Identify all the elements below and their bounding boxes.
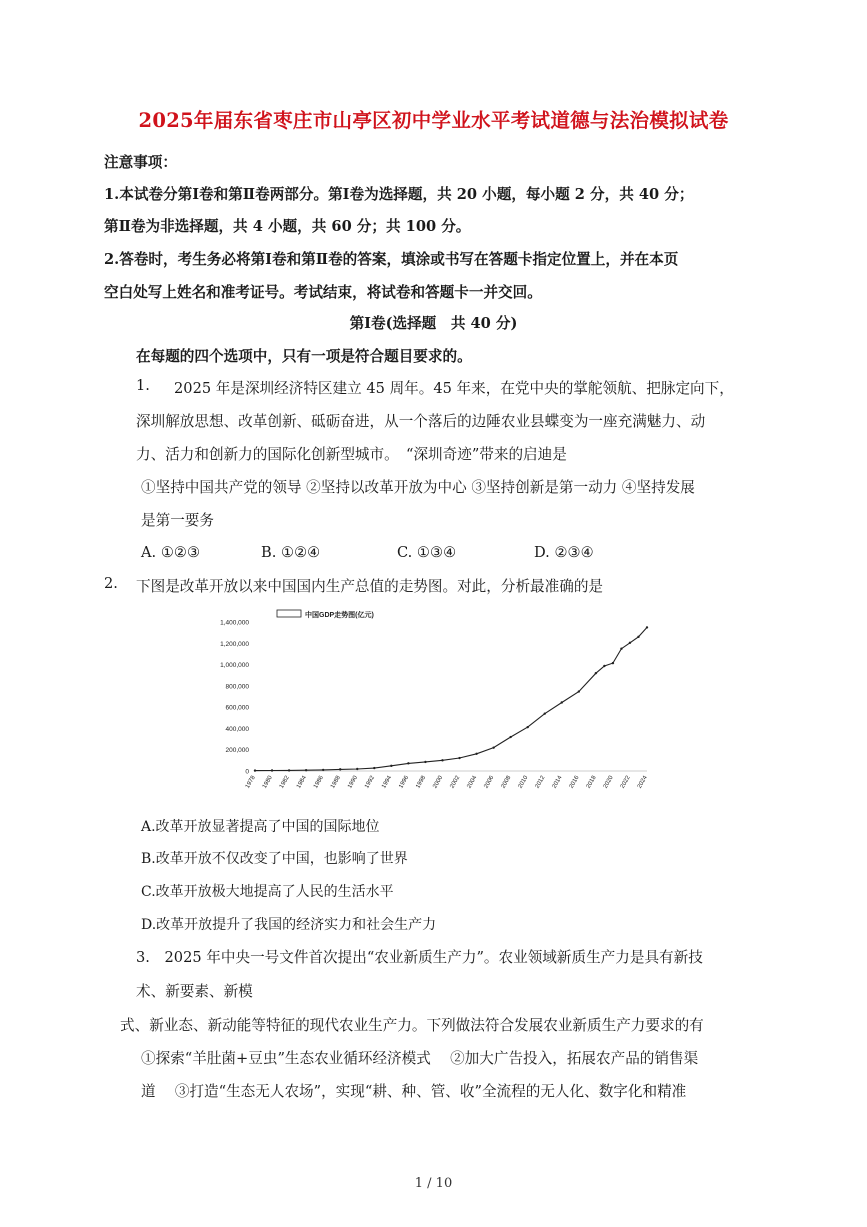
gdp-data-point: [612, 662, 614, 664]
gdp-data-point: [322, 769, 324, 771]
x-tick-label: 1986: [313, 775, 325, 790]
gdp-data-point: [373, 767, 375, 769]
q1-line-1: 2025 年是深圳经济特区建立 45 周年。45 年来，在党中央的掌舵领航、把脉定向下，: [174, 380, 734, 397]
gdp-data-point: [254, 769, 256, 771]
x-tick-label: 1984: [295, 775, 308, 790]
y-tick-label: 200,000: [225, 747, 249, 755]
y-tick-label: 1,400,000: [220, 619, 249, 627]
x-tick-label: 1980: [261, 775, 274, 790]
notice-line-3: 2.答卷时，考生务必将第Ⅰ卷和第Ⅱ卷的答案，填涂或书写在答题卡指定位置上，并在本页: [104, 251, 679, 268]
x-tick-label: 1982: [278, 775, 291, 790]
q2-option-c: C.改革开放极大地提高了人民的生活水平: [141, 884, 394, 900]
y-tick-label: 800,000: [225, 683, 249, 691]
q1-option-d: D. ②③④: [534, 544, 594, 561]
gdp-data-point: [526, 726, 528, 728]
x-tick-label: 1978: [244, 775, 257, 790]
x-tick-label: 2004: [466, 775, 479, 790]
y-tick-label: 600,000: [225, 704, 249, 712]
q2-stem: 下图是改革开放以来中国国内生产总值的走势图。对此，分析最准确的是: [136, 578, 604, 595]
y-tick-label: 400,000: [225, 725, 249, 733]
y-tick-label: 1,000,000: [220, 662, 249, 670]
x-tick-label: 1988: [330, 775, 342, 790]
gdp-data-point: [544, 712, 546, 714]
q3-line-2: 术、新要素、新模: [136, 983, 253, 1000]
x-tick-label: 2008: [500, 775, 513, 790]
gdp-data-point: [509, 736, 511, 738]
gdp-series-line: [255, 627, 647, 770]
q2-option-a: A.改革开放显著提高了中国的国际地位: [141, 819, 380, 835]
x-tick-label: 2012: [534, 775, 547, 790]
x-tick-label: 1992: [364, 775, 377, 790]
section-instruction: 在每题的四个选项中，只有一项是符合题目要求的。: [136, 348, 472, 365]
gdp-data-point: [356, 768, 358, 770]
gdp-line-chart: [207, 602, 667, 802]
gdp-data-point: [646, 626, 648, 628]
gdp-data-point: [629, 642, 631, 644]
x-tick-label: 2024: [636, 775, 649, 790]
gdp-data-point: [407, 762, 409, 764]
x-tick-label: 2020: [602, 775, 615, 790]
x-tick-label: 1994: [381, 775, 394, 790]
q3-line-4: ①探索“羊肚菌+豆虫”生态农业循环经济模式 ②加大广告投入，拓展农产品的销售渠: [141, 1050, 699, 1067]
gdp-data-point: [271, 769, 273, 771]
q3-line-1: 3. 2025 年中央一号文件首次提出“农业新质生产力”。农业领域新质生产力是具有新技: [136, 949, 703, 966]
legend-swatch: [277, 610, 301, 617]
x-tick-label: 2010: [517, 775, 530, 790]
q3-line-3: 式、新业态、新动能等特征的现代农业生产力。下列做法符合发展农业新质生产力要求的有: [120, 1017, 704, 1034]
notice-line-4: 空白处写上姓名和准考证号。考试结束，将试卷和答题卡一并交回。: [104, 284, 542, 301]
q1-line-3: 力、活力和创新力的国际化创新型城市。 “深圳奇迹”带来的启迪是: [136, 446, 567, 463]
x-tick-label: 2002: [449, 775, 462, 790]
legend-label: 中国GDP走势图(亿元): [305, 612, 374, 619]
q1-option-c: C. ①③④: [397, 544, 457, 561]
x-tick-label: 2022: [619, 775, 632, 790]
y-tick-label: 1,200,000: [220, 640, 249, 648]
gdp-data-point: [578, 690, 580, 692]
q3-line-5: 道 ③打造“生态无人农场”，实现“耕、种、管、收”全流程的无人化、数字化和精准: [141, 1083, 687, 1100]
page-title: 2025年届东省枣庄市山亭区初中学业水平考试道德与法治模拟试卷: [138, 109, 729, 132]
q1-line-5: 是第一要务: [141, 512, 214, 529]
q2-number: 2.: [104, 575, 118, 592]
gdp-data-point: [595, 672, 597, 674]
q2-option-b: B.改革开放不仅改变了中国，也影响了世界: [141, 851, 408, 867]
q1-option-a: A. ①②③: [141, 544, 201, 561]
page-number: 1 / 10: [414, 1176, 453, 1191]
notice-line-2: 第Ⅱ卷为非选择题，共 4 小题，共 60 分；共 100 分。: [104, 218, 471, 235]
x-tick-label: 1990: [347, 775, 359, 790]
gdp-data-point: [458, 757, 460, 759]
gdp-data-point: [603, 665, 605, 667]
q2-option-d: D.改革开放提升了我国的经济实力和社会生产力: [141, 917, 437, 933]
gdp-data-point: [492, 746, 494, 748]
x-tick-label: 1996: [398, 775, 411, 790]
notice-line-1: 1.本试卷分第Ⅰ卷和第Ⅱ卷两部分。第Ⅰ卷为选择题，共 20 小题，每小题 2 分，共 40 分；: [104, 186, 694, 203]
gdp-data-point: [390, 765, 392, 767]
gdp-data-point: [475, 753, 477, 755]
x-tick-label: 2014: [551, 775, 564, 790]
gdp-data-point: [441, 759, 443, 761]
x-tick-label: 2006: [483, 775, 496, 790]
x-tick-label: 1998: [415, 775, 428, 790]
q1-line-2: 深圳解放思想、改革创新、砥砺奋进，从一个落后的边陲农业县蝶变为一座充满魅力、动: [136, 413, 706, 430]
gdp-data-point: [637, 636, 639, 638]
notice-heading: 注意事项：: [104, 154, 177, 171]
gdp-data-point: [620, 647, 622, 649]
gdp-data-point: [561, 701, 563, 703]
x-tick-label: 2016: [568, 775, 581, 790]
gdp-data-point: [424, 761, 426, 763]
q1-line-4: ①坚持中国共产党的领导 ②坚持以改革开放为中心 ③坚持创新是第一动力 ④坚持发展: [141, 479, 695, 496]
x-tick-label: 2018: [585, 775, 598, 790]
gdp-data-point: [305, 769, 307, 771]
y-tick-label: 0: [245, 768, 249, 776]
gdp-data-point: [339, 768, 341, 770]
section-title: 第Ⅰ卷(选择题 共 40 分): [349, 315, 518, 332]
q1-option-b: B. ①②④: [261, 544, 321, 561]
x-tick-label: 2000: [432, 775, 445, 790]
gdp-data-point: [288, 769, 290, 771]
q1-number: 1.: [136, 377, 150, 394]
